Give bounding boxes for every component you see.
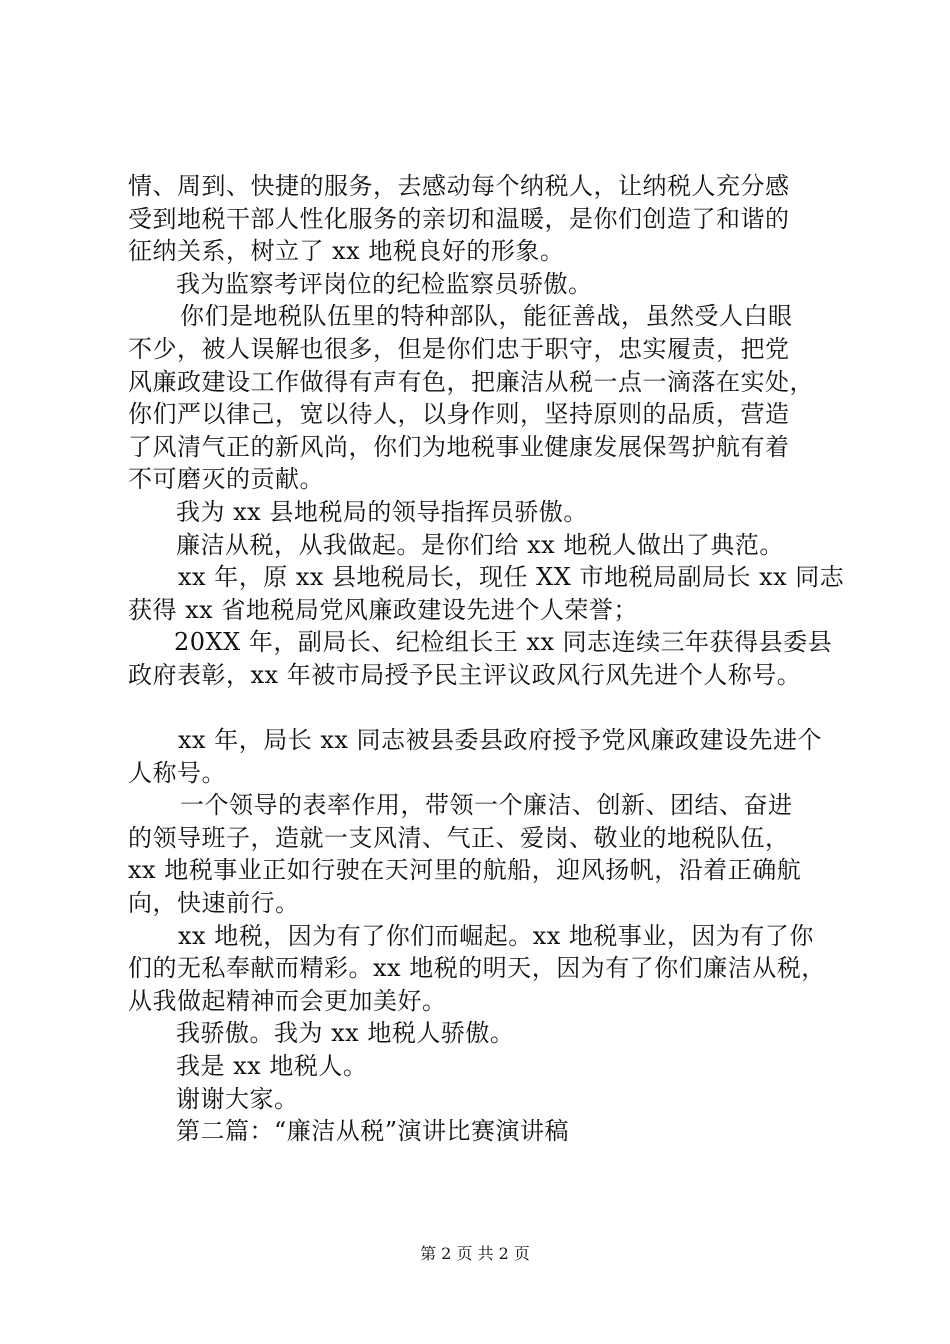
- text-line: xx 地税事业正如行驶在天河里的航船，迎风扬帆，沿着正确航: [128, 856, 802, 885]
- blank-line: [128, 692, 828, 725]
- text-line: 一个领导的表率作用，带领一个廉洁、创新、团结、奋进: [180, 791, 793, 820]
- text-line: 政府表彰，xx 年被市局授予民主评议政风行风先进个人称号。: [128, 660, 802, 689]
- text-line: 廉洁从税，从我做起。是你们给 xx 地税人做出了典范。: [176, 530, 784, 559]
- text-line: 我为 xx 县地税局的领导指挥员骄傲。: [176, 497, 588, 526]
- text-line: 20XX 年，副局长、纪检组长王 xx 同志连续三年获得县委县: [174, 628, 833, 657]
- page-footer: 第 2 页 共 2 页: [420, 1244, 530, 1263]
- text-line: 从我做起精神而会更加美好。: [128, 986, 447, 1015]
- text-line: 谢谢大家。: [176, 1084, 299, 1113]
- text-line: xx 地税，因为有了你们而崛起。xx 地税事业，因为有了你: [178, 921, 814, 950]
- text-line: 不可磨灭的贡献。: [128, 465, 324, 494]
- text-line: 了风清气正的新风尚，你们为地税事业健康发展保驾护航有着: [128, 432, 790, 461]
- text-line: 你们是地税队伍里的特种部队，能征善战，虽然受人白眼: [180, 302, 793, 331]
- text-line: xx 年，局长 xx 同志被县委县政府授予党风廉政建设先进个: [178, 726, 823, 755]
- text-line: 的领导班子，造就一支风清、气正、爱岗、敬业的地税队伍，: [128, 823, 790, 852]
- text-line: 我是 xx 地税人。: [176, 1052, 368, 1081]
- text-line: 们的无私奉献而精彩。xx 地税的明天，因为有了你们廉洁从税，: [128, 954, 826, 983]
- text-line: 第二篇：“廉洁从税”演讲比赛演讲稿: [176, 1117, 570, 1146]
- text-line: 人称号。: [128, 758, 226, 787]
- text-line: xx 年，原 xx 县地税局长，现任 XX 市地税局副局长 xx 同志: [178, 563, 845, 592]
- text-line: 我骄傲。我为 xx 地税人骄傲。: [176, 1019, 515, 1048]
- text-line: 风廉政建设工作做得有声有色，把廉洁从税一点一滴落在实处，: [128, 367, 814, 396]
- text-line: 受到地税干部人性化服务的亲切和温暖，是你们创造了和谐的: [128, 204, 790, 233]
- text-line: 你们严以律己，宽以待人，以身作则，坚持原则的品质，营造: [128, 400, 790, 429]
- text-line: 征纳关系，树立了 xx 地税良好的形象。: [128, 237, 565, 266]
- text-line: 我为监察考评岗位的纪检监察员骄傲。: [176, 269, 593, 298]
- text-line: 向，快速前行。: [128, 889, 300, 918]
- text-line: 情、周到、快捷的服务，去感动每个纳税人，让纳税人充分感: [128, 172, 790, 200]
- text-line: 不少，被人误解也很多，但是你们忠于职守，忠实履责，把党: [128, 334, 790, 363]
- text-line: 获得 xx 省地税局党风廉政建设先进个人荣誉；: [128, 595, 638, 624]
- document-body: [128, 170, 845, 1148]
